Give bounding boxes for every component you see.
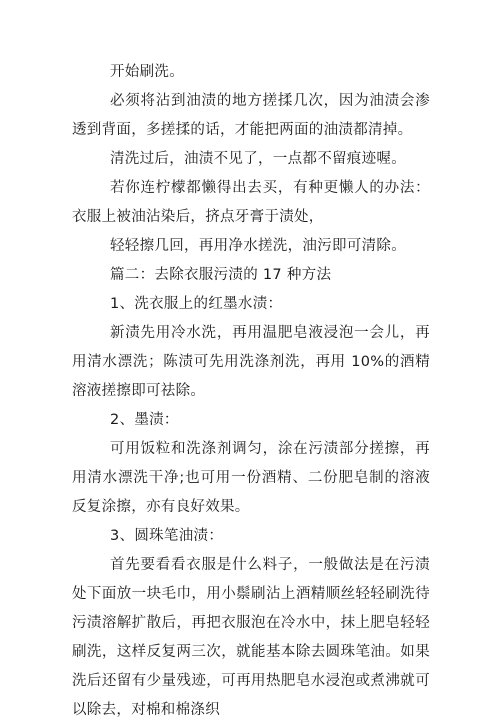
item-heading-ballpoint: 3、圆珠笔油渍：	[110, 528, 224, 544]
item-heading-ink: 2、墨渍：	[110, 412, 179, 428]
paragraph-after-washing: 清洗过后，油渍不见了，一点都不留痕迹喔。	[110, 151, 406, 167]
paragraph-start-scrubbing: 开始刷洗。	[110, 64, 184, 80]
paragraph-ballpoint-method: 首先要看看衣服是什么料子，一般做法是在污渍处下面放一块毛巾，用小鬃刷沾上酒精顺丝轻轻刷洗待污渍溶解扩散后，再把衣服泡在冷水中，抹上肥皂轻轻刷洗，这样反复两三次，就能基本除去圆珠笔油。如果洗后还留有少量残迹，可再用热肥皂水浸泡或煮沸就可以除去，对棉和棉涤织	[72, 557, 430, 718]
paragraph-toothpaste-method: 若你连柠檬都懒得出去买，有种更懒人的办法：衣服上被油沾染后，挤点牙膏于渍处，	[72, 180, 430, 225]
paragraph-ink-method: 可用饭粒和洗涤剂调匀，涂在污渍部分搓擦，再用清水漂洗干净;也可用一份酒精、二份肥皂制的溶液反复涂擦，亦有良好效果。	[72, 441, 430, 515]
paragraph-red-ink-method: 新渍先用冷水洗，再用温肥皂液浸泡一会儿，再用清水漂洗；陈渍可先用洗涤剂洗，再用 10%的酒精溶液搓擦即可祛除。	[72, 325, 430, 399]
paragraph-rub-oil-stain: 必须将沾到油渍的地方搓揉几次，因为油渍会渗透到背面，多搓揉的话，才能把两面的油渍都清掉。	[72, 93, 430, 138]
paragraph-rinse-clean: 轻轻擦几回，再用净水搓洗，油污即可清除。	[110, 238, 406, 254]
section-heading-part-two: 篇二：去除衣服污渍的 17 种方法	[110, 267, 332, 283]
item-heading-red-ink: 1、洗衣服上的红墨水渍：	[110, 296, 283, 312]
